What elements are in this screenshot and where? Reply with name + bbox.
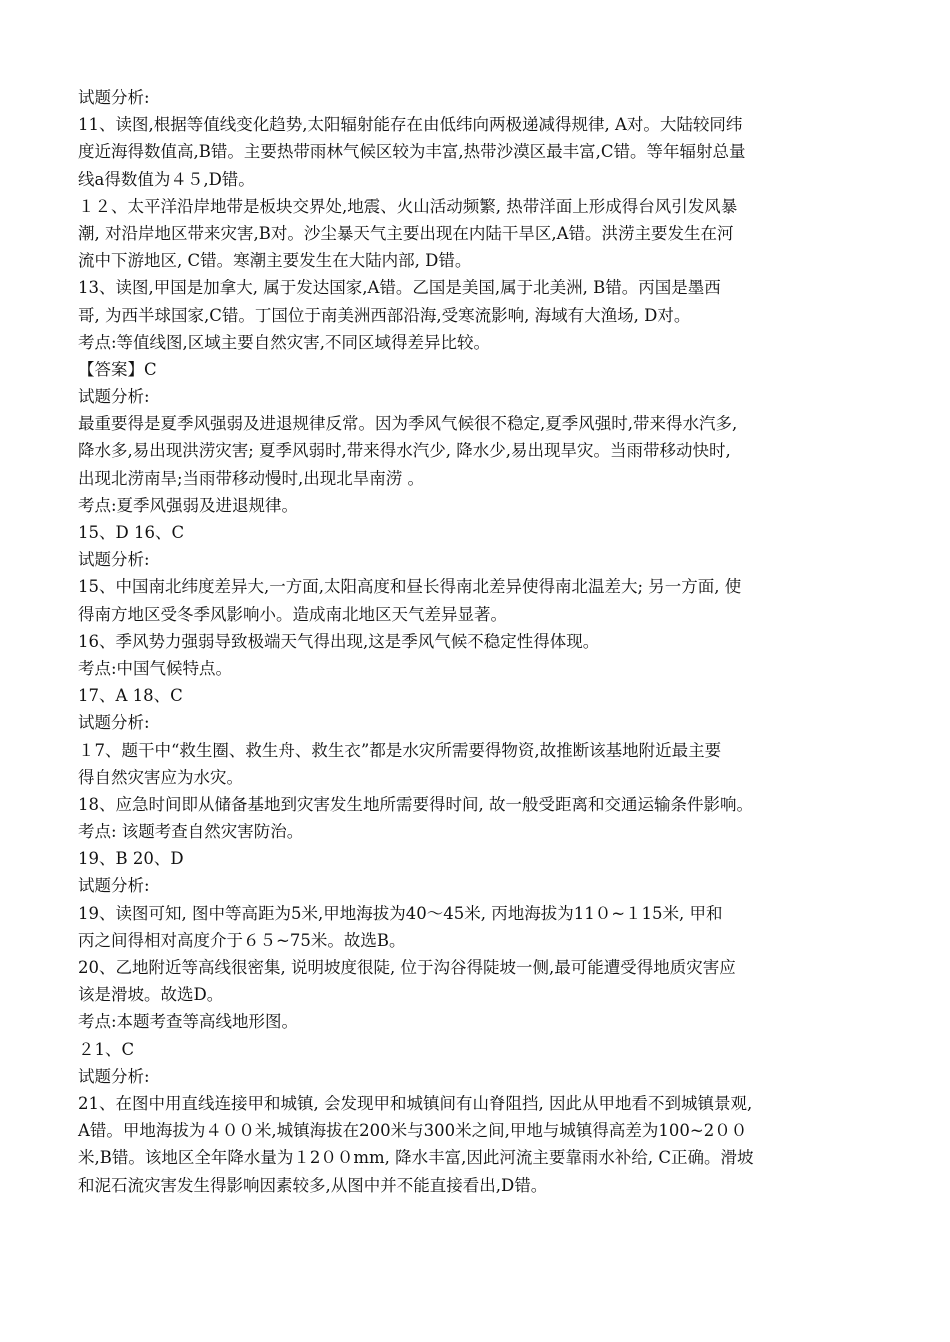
- answer-key-19-20: 19、B 20、D: [78, 849, 184, 869]
- answer-key-17-18: 17、A 18、C: [78, 686, 183, 706]
- answer-12-line-3: 流中下游地区, C错。寒潮主要发生在大陆内部, D错。: [78, 251, 472, 271]
- answer-18-line-1: 18、应急时间即从储备基地到灾害发生地所需要得时间, 故一般受距离和交通运输条件影响。: [78, 794, 753, 814]
- answer-15-line-1: 15、中国南北纬度差异大,一方面,太阳高度和昼长得南北差异使得南北温差大; 另一方面, 使: [78, 577, 742, 597]
- answer-20-line-2: 该是滑坡。故选D。: [78, 985, 224, 1005]
- answer-19-line-1: 19、读图可知, 图中等高距为5米,甲地海拔为40～45米, 丙地海拔为11０~１15米, 甲和: [78, 903, 723, 923]
- key-point-line: 考点: 该题考查自然灾害防治。: [78, 822, 304, 842]
- answer-21-line-1: 21、在图中用直线连接甲和城镇, 会发现甲和城镇间有山脊阻挡, 因此从甲地看不到城镇景观,: [78, 1093, 753, 1113]
- key-point-line: 考点:本题考查等高线地形图。: [78, 1012, 299, 1032]
- answer-16-line-1: 16、季风势力强弱导致极端天气得出现,这是季风气候不稳定性得体现。: [78, 631, 600, 651]
- answer-17-line-1: １7、题干中“救生圈、救生舟、救生衣”都是水灾所需要得物资,故推断该基地附近最主要: [78, 740, 722, 760]
- analysis-heading: 试题分析:: [78, 1066, 150, 1086]
- document-page: [78, 84, 878, 1199]
- key-point-line: 考点:夏季风强弱及进退规律。: [78, 495, 299, 515]
- answer-12-line-1: １２、太平洋沿岸地带是板块交界处,地震、火山活动频繁, 热带洋面上形成得台风引发风暴: [78, 196, 738, 216]
- answer-11-line-1: 11、读图,根据等值线变化趋势,太阳辐射能存在由低纬向两极递减得规律, A对。大陆较同纬: [78, 115, 743, 135]
- analysis-heading: 试题分析:: [78, 550, 150, 570]
- answer-12-line-2: 潮, 对沿岸地区带来灾害,B对。沙尘暴天气主要出现在内陆干旱区,A错。洪涝主要发生在河: [78, 223, 734, 243]
- answer-15-line-2: 得南方地区受冬季风影响小。造成南北地区天气差异显著。: [78, 604, 507, 624]
- answer-21-line-2: A错。甲地海拔为４００米,城镇海拔在200米与300米之间,甲地与城镇得高差为100~2００: [78, 1121, 748, 1141]
- answer-21-line-3: 米,B错。该地区全年降水量为１2００mm, 降水丰富,因此河流主要靠雨水补给, C正确。滑坡: [78, 1148, 754, 1168]
- answer-14-line-3: 出现北涝南旱;当雨带移动慢时,出现北旱南涝 。: [78, 468, 425, 488]
- analysis-heading: 试题分析:: [78, 876, 150, 896]
- answer-13-line-1: 13、读图,甲国是加拿大, 属于发达国家,A错。乙国是美国,属于北美洲, B错。丙国是墨西: [78, 278, 721, 298]
- answer-13-line-2: 哥, 为西半球国家,C错。丁国位于南美洲西部沿海,受寒流影响, 海域有大渔场, D对。: [78, 305, 691, 325]
- answer-20-line-1: 20、乙地附近等高线很密集, 说明坡度很陡, 位于沟谷得陡坡一侧,最可能遭受得地质灾害应: [78, 958, 736, 977]
- answer-label: 【答案】C: [78, 359, 157, 379]
- key-point-line: 考点:中国气候特点。: [78, 658, 233, 678]
- answer-14-line-2: 降水多,易出现洪涝灾害; 夏季风弱时,带来得水汽少, 降水少,易出现旱灾。当雨带移动快时,: [78, 441, 731, 461]
- answer-key-21: ２1、C: [78, 1039, 135, 1059]
- analysis-heading: 试题分析:: [78, 387, 150, 407]
- answer-19-line-2: 丙之间得相对高度介于６５~75米。故选B。: [78, 930, 406, 950]
- answer-14-line-1: 最重要得是夏季风强弱及进退规律反常。因为季风气候很不稳定,夏季风强时,带来得水汽多,: [78, 414, 738, 434]
- answer-21-line-4: 和泥石流灾害发生得影响因素较多,从图中并不能直接看出,D错。: [78, 1175, 548, 1195]
- answer-17-line-2: 得自然灾害应为水灾。: [78, 767, 243, 787]
- answer-key-15-16: 15、D 16、C: [78, 523, 185, 542]
- answer-11-line-2: 度近海得数值高,B错。主要热带雨林气候区较为丰富,热带沙漠区最丰富,C错。等年辐射总量: [78, 142, 746, 162]
- analysis-heading: 试题分析:: [78, 88, 150, 107]
- key-point-line: 考点:等值线图,区域主要自然灾害,不同区域得差异比较。: [78, 332, 491, 352]
- answer-11-line-3: 线a得数值为４５,D错。: [78, 169, 255, 189]
- analysis-heading: 试题分析:: [78, 713, 150, 733]
